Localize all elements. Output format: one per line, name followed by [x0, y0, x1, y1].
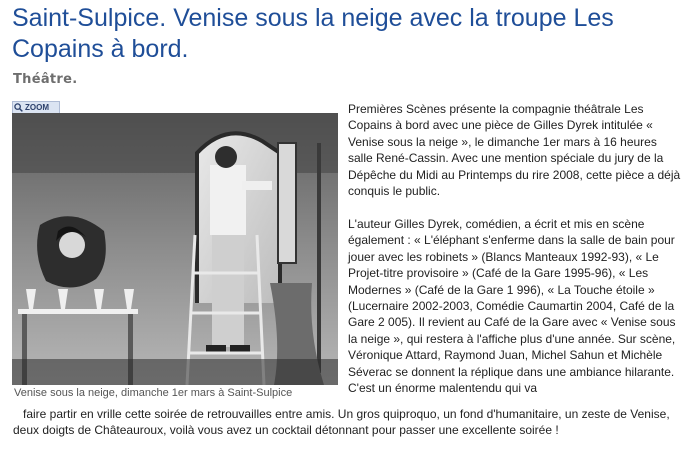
magnifier-icon — [14, 103, 23, 112]
paragraph-1: Premières Scènes présente la compagnie théâtrale Les Copains à bord avec une pièce de Gilles Dyrek intitulée « Venise sous la neige », le dimanche 1er mars à 16 heures salle René-Cassin. Avec une mention spéciale du jury de la Dépêche du Midi au Printemps du rire 2008, cette pièce a déjà conquis le public. — [348, 102, 681, 199]
section-label: Théâtre. — [13, 72, 78, 87]
article-title: Saint-Sulpice. Venise sous la neige avec la troupe Les Copains à bord. — [12, 4, 614, 63]
article-photo[interactable] — [12, 113, 338, 385]
zoom-label: ZOOM — [25, 103, 49, 112]
stage-scene-photo — [12, 113, 338, 385]
photo-caption: Venise sous la neige, dimanche 1er mars à Saint-Sulpice — [14, 387, 293, 399]
paragraph-2: L'auteur Gilles Dyrek, comédien, a écrit et mis en scène également : « L'éléphant s'enferme dans la salle de bain pour jouer avec les robinets » (Blancs Manteaux 1992-93), « Le Projet-titre provisoire » (Café de la Gare 1995-96), « Les Modernes » (Café de la Gare 1 996), « La Touche étoile » (Lucernaire 2002-2003, Comédie Caumartin 2004, Café de la Gare 2 005). Il revient au Café de la Gare avec « Venise sous la neige », qui restera à l'affiche plus d'une année. Sur scène, Véronique Attard, Raymond Juan, Michel Sahun et Michèle Séverac se donnent la réplique dans une ambiance hilarante. C'est un énorme malentendu qui va — [348, 217, 676, 396]
paragraph-2-continued: faire partir en vrille cette soirée de retrouvailles entre amis. Un gros quiproquo, un fond d'humanitaire, un zeste de Venise, deux doigts de Châteauroux, voilà vous avez un cocktail détonnant pour passer une excellente soirée ! — [13, 407, 670, 438]
